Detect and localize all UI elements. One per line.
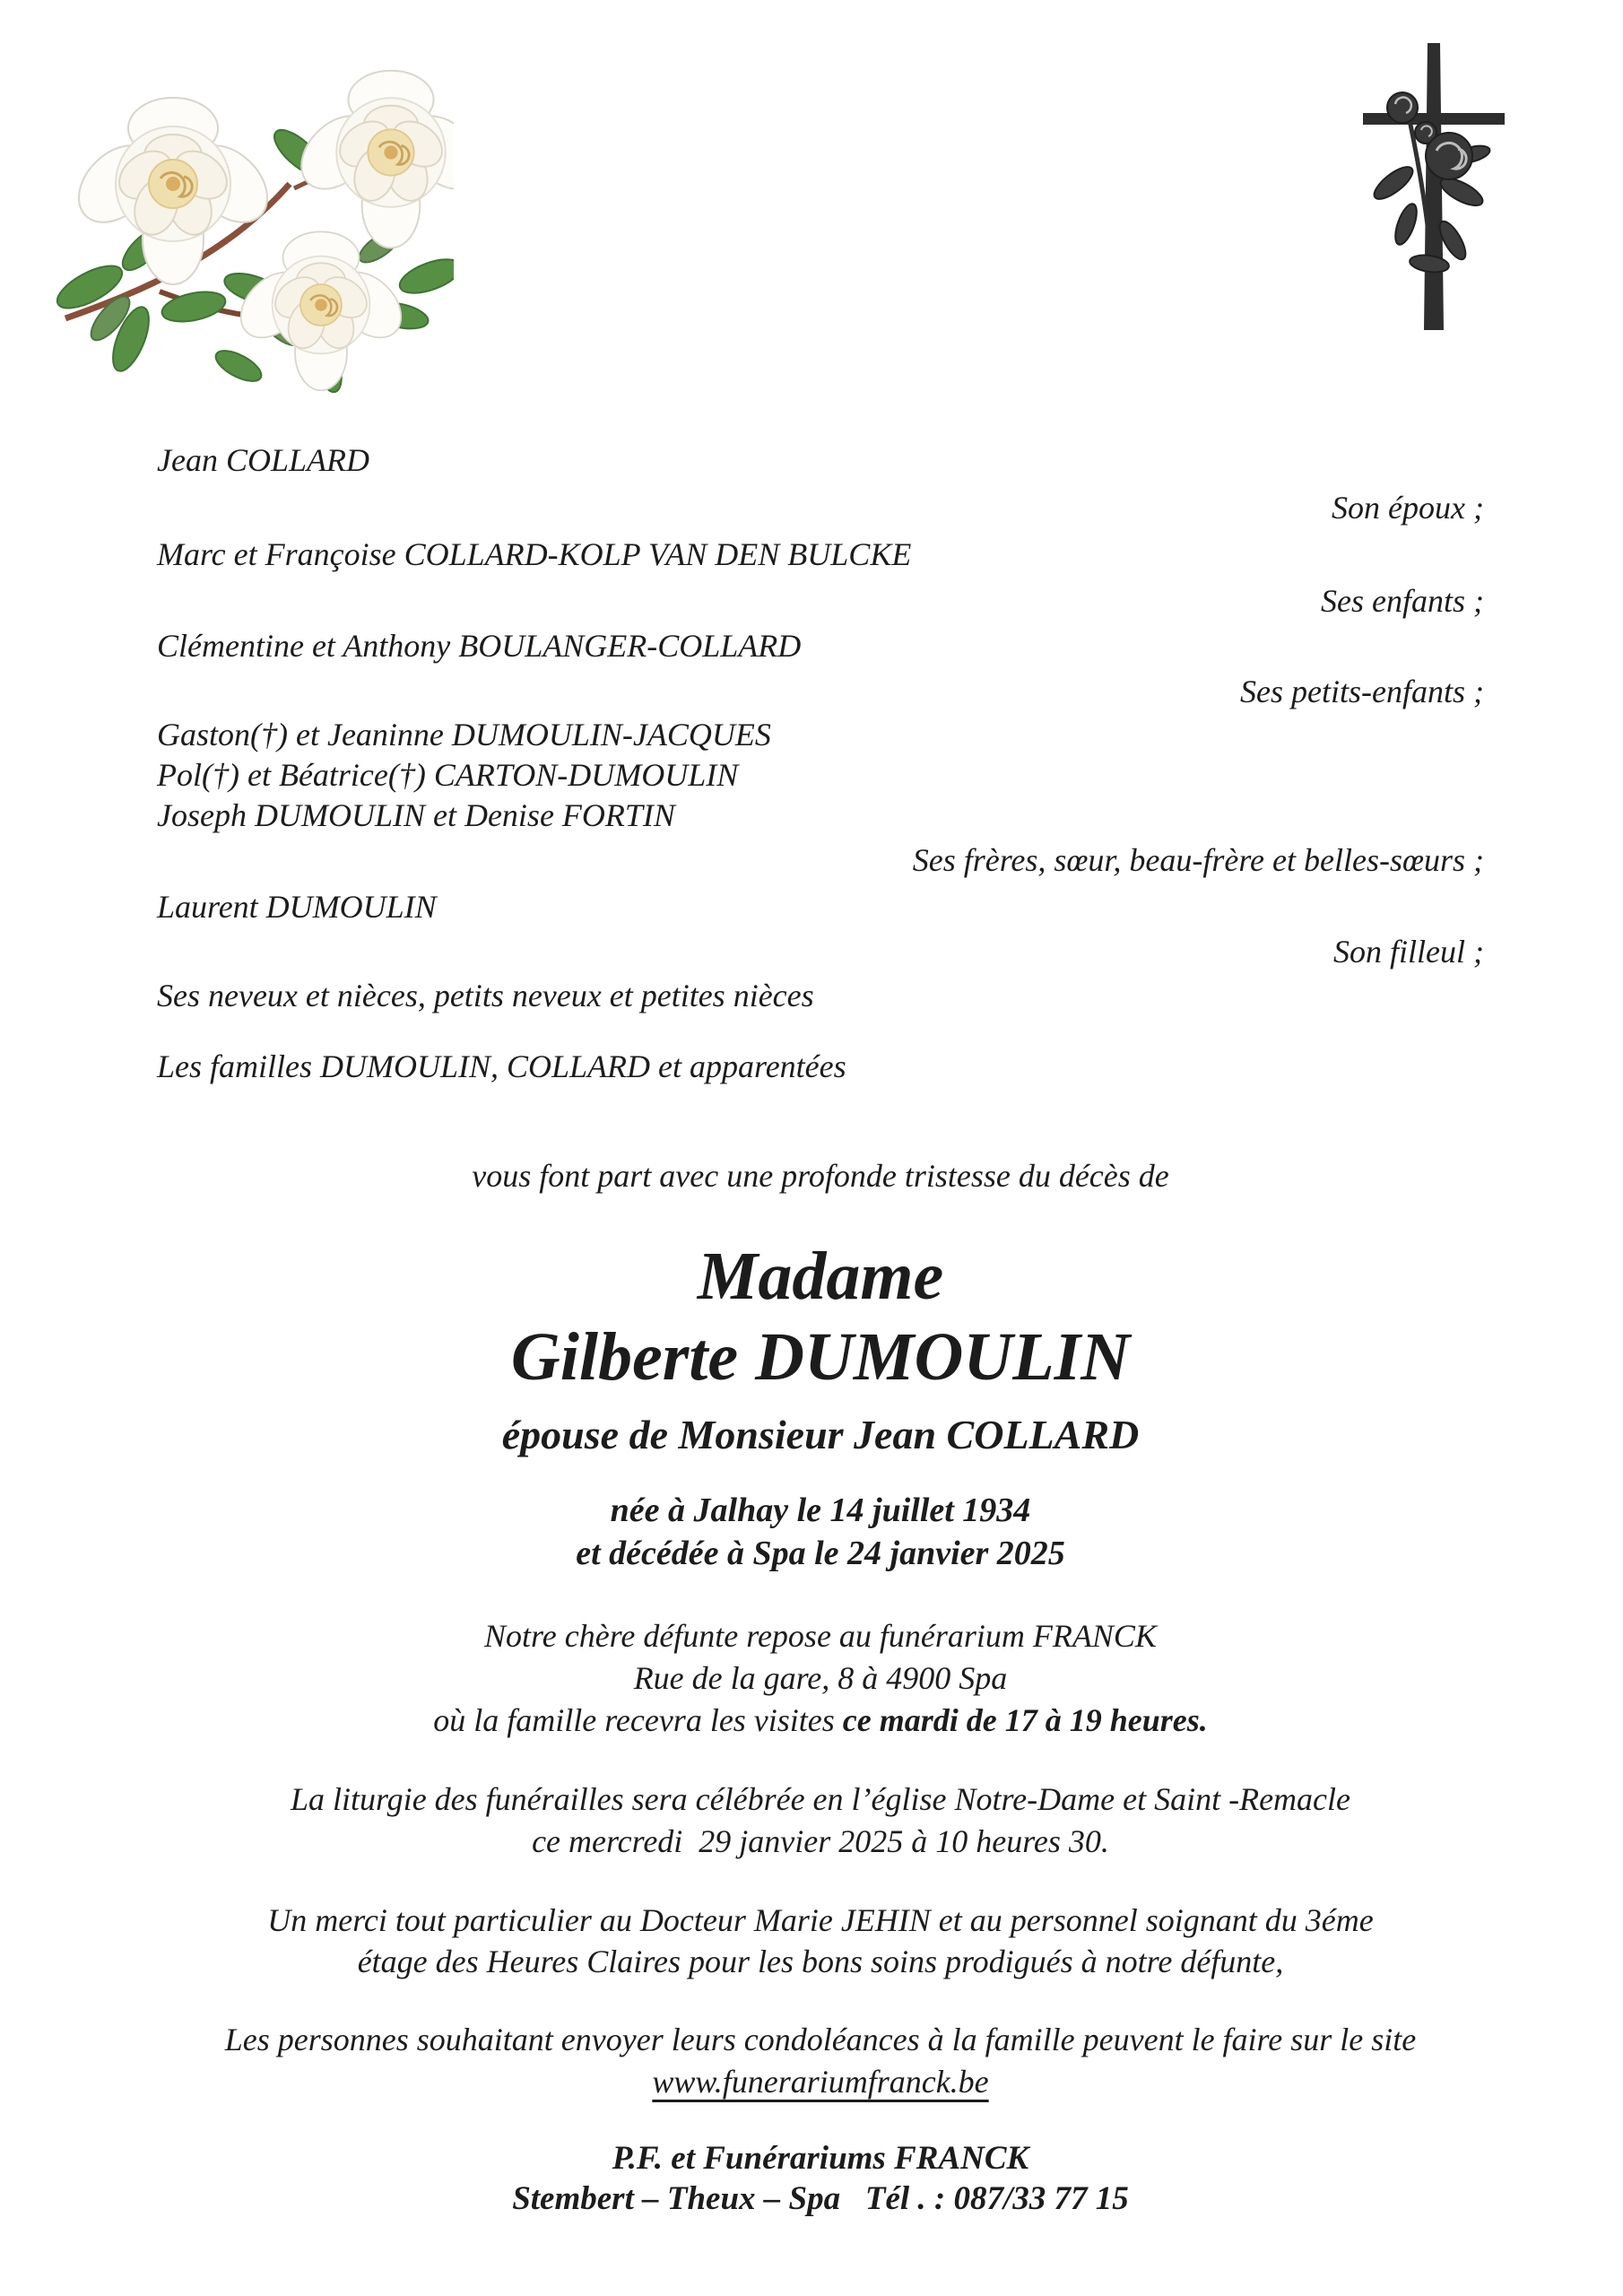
thanks-line-1: Un merci tout particulier au Docteur Marie JEHIN et au personnel soignant du 3éme <box>267 1902 1374 1938</box>
thanks-line-2: étage des Heures Claires pour les bons soins prodigués à notre défunte, <box>357 1944 1284 1979</box>
funeral-company-name: P.F. et Funérariums FRANCK <box>612 2140 1029 2177</box>
siblings-names-2: Pol(†) et Béatrice(†) CARTON-DUMOULIN <box>157 757 739 793</box>
liturgy-line-2: ce mercredi 29 janvier 2025 à 10 heures 30. <box>532 1823 1109 1859</box>
siblings-names-1: Gaston(†) et Jeaninne DUMOULIN-JACQUES <box>157 717 771 752</box>
husband-relation: Son époux ; <box>1332 490 1484 526</box>
address-line: Rue de la gare, 8 à 4900 Spa <box>633 1660 1008 1696</box>
godson-names: Laurent DUMOULIN <box>157 889 437 925</box>
website-line <box>157 2063 1484 2101</box>
visits-time: ce mardi de 17 à 19 heures. <box>842 1702 1208 1738</box>
memorial-cross-illustration <box>1356 38 1514 335</box>
children-names: Marc et Françoise COLLARD-KOLP VAN DEN BULCKE <box>157 536 912 572</box>
families-line: Les familles DUMOULIN, COLLARD et apparentées <box>157 1048 846 1084</box>
announcement-intro: vous font part avec une profonde tristesse du décès de <box>472 1158 1169 1194</box>
liturgy-line-1: La liturgie des funérailles sera célébrée en l’église Notre-Dame et Saint -Remacle <box>290 1781 1351 1817</box>
visits-prefix: où la famille recevra les visites <box>433 1702 843 1738</box>
condolences-line: Les personnes souhaitant envoyer leurs condoléances à la famille peuvent le faire sur le site <box>224 2022 1417 2057</box>
white-roses-image <box>25 18 454 393</box>
nephews-line: Ses neveux et nièces, petits neveux et petites nièces <box>157 978 814 1013</box>
cross-with-roses-icon <box>1356 38 1514 335</box>
deceased-title: Madame <box>697 1239 944 1314</box>
visits-line <box>157 1701 1484 1740</box>
siblings-names-3: Joseph DUMOULIN et Denise FORTIN <box>157 797 675 833</box>
siblings-relation: Ses frères, sœur, beau-frère et belles-sœurs ; <box>912 842 1484 878</box>
children-relation: Ses enfants ; <box>1321 583 1484 619</box>
repose-line: Notre chère défunte repose au funérarium FRANCK <box>484 1618 1157 1654</box>
white-roses-illustration <box>25 18 454 393</box>
godson-relation: Son filleul ; <box>1333 934 1484 970</box>
grandchildren-names: Clémentine et Anthony BOULANGER-COLLARD <box>157 628 802 664</box>
funeral-company-contact: Stembert – Theux – Spa Tél . : 087/33 77 15 <box>512 2180 1129 2217</box>
website-link[interactable]: www.funerariumfranck.be <box>652 2064 989 2100</box>
spouse-line: épouse de Monsieur Jean COLLARD <box>501 1412 1140 1457</box>
birth-line: née à Jalhay le 14 juillet 1934 <box>610 1492 1031 1529</box>
husband-names: Jean COLLARD <box>157 442 369 478</box>
death-line: et décédée à Spa le 24 janvier 2025 <box>576 1535 1065 1572</box>
grandchildren-relation: Ses petits-enfants ; <box>1240 674 1484 709</box>
deceased-name: Gilberte DUMOULIN <box>510 1319 1131 1395</box>
